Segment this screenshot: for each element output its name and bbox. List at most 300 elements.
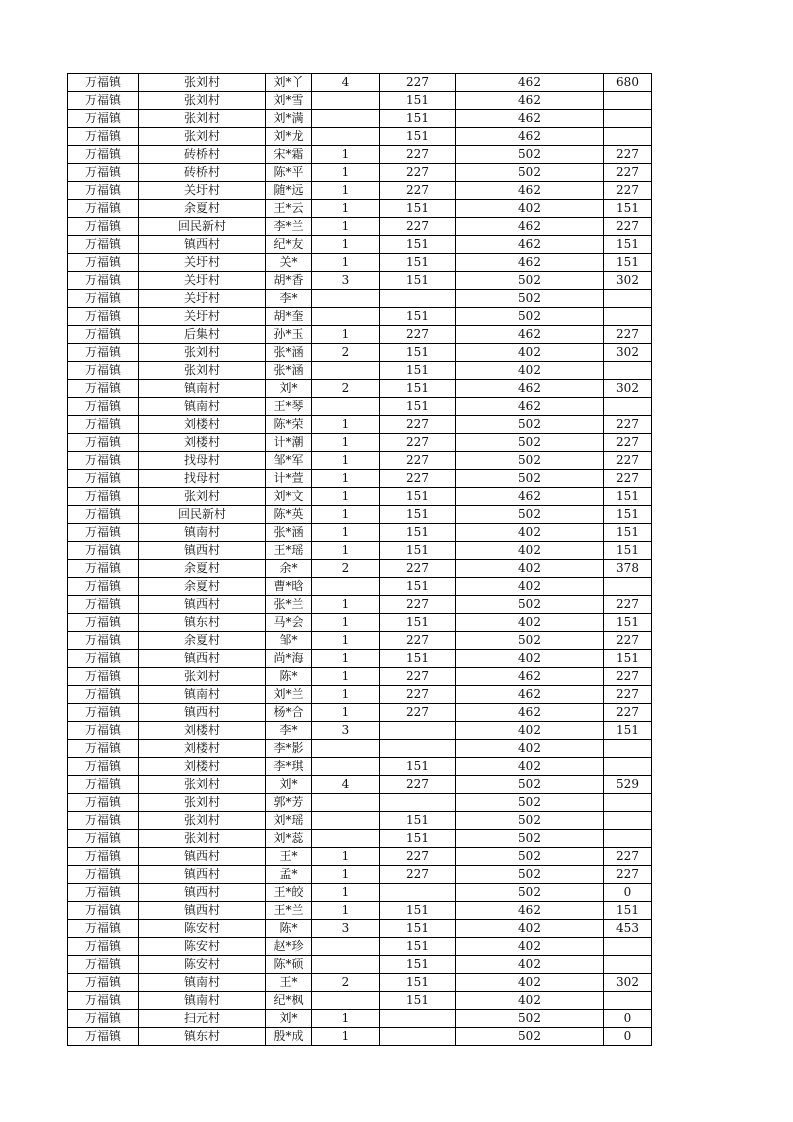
name-cell: 纪*枫	[266, 992, 312, 1010]
household-size-cell: 1	[312, 686, 380, 704]
table-row	[68, 290, 652, 308]
standard-cell: 502	[456, 830, 604, 848]
name-cell: 胡*香	[266, 272, 312, 290]
name-cell: 邹*	[266, 632, 312, 650]
village-cell: 关圩村	[139, 308, 266, 326]
household-size-cell: 1	[312, 614, 380, 632]
household-size-cell: 1	[312, 416, 380, 434]
name-cell: 张*涵	[266, 344, 312, 362]
standard-cell: 462	[456, 182, 604, 200]
town-cell: 万福镇	[68, 740, 139, 758]
table-row	[68, 200, 652, 218]
standard-cell: 402	[456, 614, 604, 632]
name-cell: 刘*龙	[266, 128, 312, 146]
household-size-cell: 1	[312, 254, 380, 272]
total-cell: 0	[604, 1028, 652, 1046]
amount-cell: 227	[380, 686, 456, 704]
name-cell: 刘*丫	[266, 74, 312, 92]
amount-cell: 151	[380, 344, 456, 362]
total-cell: 227	[604, 434, 652, 452]
town-cell: 万福镇	[68, 1028, 139, 1046]
village-cell: 镇西村	[139, 596, 266, 614]
standard-cell: 502	[456, 848, 604, 866]
standard-cell: 402	[456, 992, 604, 1010]
total-cell	[604, 740, 652, 758]
name-cell: 张*涵	[266, 362, 312, 380]
town-cell: 万福镇	[68, 920, 139, 938]
amount-cell: 227	[380, 776, 456, 794]
village-cell: 镇西村	[139, 848, 266, 866]
total-cell: 227	[604, 596, 652, 614]
town-cell: 万福镇	[68, 578, 139, 596]
name-cell: 张*涵	[266, 524, 312, 542]
town-cell: 万福镇	[68, 686, 139, 704]
town-cell: 万福镇	[68, 992, 139, 1010]
village-cell: 张刘村	[139, 488, 266, 506]
town-cell: 万福镇	[68, 398, 139, 416]
town-cell: 万福镇	[68, 110, 139, 128]
total-cell: 227	[604, 416, 652, 434]
village-cell: 刘楼村	[139, 740, 266, 758]
household-size-cell	[312, 740, 380, 758]
total-cell	[604, 938, 652, 956]
village-cell: 陈安村	[139, 920, 266, 938]
household-size-cell: 3	[312, 920, 380, 938]
amount-cell: 227	[380, 74, 456, 92]
standard-cell: 502	[456, 794, 604, 812]
name-cell: 计*潮	[266, 434, 312, 452]
village-cell: 镇南村	[139, 992, 266, 1010]
town-cell: 万福镇	[68, 362, 139, 380]
name-cell: 计*萱	[266, 470, 312, 488]
town-cell: 万福镇	[68, 92, 139, 110]
total-cell: 151	[604, 524, 652, 542]
name-cell: 王*	[266, 848, 312, 866]
village-cell: 镇南村	[139, 524, 266, 542]
total-cell: 0	[604, 884, 652, 902]
amount-cell: 227	[380, 326, 456, 344]
town-cell: 万福镇	[68, 236, 139, 254]
amount-cell: 227	[380, 866, 456, 884]
standard-cell: 502	[456, 290, 604, 308]
town-cell: 万福镇	[68, 380, 139, 398]
standard-cell: 462	[456, 218, 604, 236]
household-size-cell: 1	[312, 182, 380, 200]
total-cell: 151	[604, 722, 652, 740]
table-row	[68, 884, 652, 902]
household-size-cell: 2	[312, 560, 380, 578]
household-size-cell	[312, 398, 380, 416]
name-cell: 张*兰	[266, 596, 312, 614]
total-cell: 302	[604, 344, 652, 362]
town-cell: 万福镇	[68, 956, 139, 974]
total-cell: 0	[604, 1010, 652, 1028]
total-cell: 227	[604, 866, 652, 884]
total-cell: 151	[604, 902, 652, 920]
name-cell: 曹*晗	[266, 578, 312, 596]
household-size-cell: 4	[312, 776, 380, 794]
name-cell: 刘*	[266, 380, 312, 398]
amount-cell: 151	[380, 362, 456, 380]
village-cell: 刘楼村	[139, 758, 266, 776]
amount-cell: 151	[380, 398, 456, 416]
name-cell: 宋*霜	[266, 146, 312, 164]
village-cell: 刘楼村	[139, 434, 266, 452]
town-cell: 万福镇	[68, 776, 139, 794]
village-cell: 关圩村	[139, 272, 266, 290]
amount-cell: 227	[380, 416, 456, 434]
amount-cell: 151	[380, 236, 456, 254]
name-cell: 邹*军	[266, 452, 312, 470]
household-size-cell: 1	[312, 452, 380, 470]
amount-cell: 151	[380, 542, 456, 560]
name-cell: 李*影	[266, 740, 312, 758]
table-row	[68, 578, 652, 596]
town-cell: 万福镇	[68, 866, 139, 884]
total-cell	[604, 578, 652, 596]
household-size-cell: 1	[312, 434, 380, 452]
name-cell: 刘*兰	[266, 686, 312, 704]
standard-cell: 402	[456, 920, 604, 938]
name-cell: 尚*海	[266, 650, 312, 668]
total-cell	[604, 290, 652, 308]
name-cell: 马*会	[266, 614, 312, 632]
name-cell: 李*兰	[266, 218, 312, 236]
amount-cell: 151	[380, 92, 456, 110]
amount-cell: 151	[380, 308, 456, 326]
household-size-cell: 1	[312, 542, 380, 560]
name-cell: 余*	[266, 560, 312, 578]
table-row	[68, 992, 652, 1010]
amount-cell: 151	[380, 920, 456, 938]
name-cell: 刘*文	[266, 488, 312, 506]
standard-cell: 502	[456, 884, 604, 902]
amount-cell: 151	[380, 272, 456, 290]
total-cell: 151	[604, 488, 652, 506]
village-cell: 张刘村	[139, 668, 266, 686]
town-cell: 万福镇	[68, 344, 139, 362]
amount-cell: 151	[380, 830, 456, 848]
amount-cell: 151	[380, 524, 456, 542]
standard-cell: 402	[456, 974, 604, 992]
name-cell: 陈*荣	[266, 416, 312, 434]
name-cell: 王*	[266, 974, 312, 992]
village-cell: 扫元村	[139, 1010, 266, 1028]
data-table	[67, 73, 652, 1046]
household-size-cell	[312, 794, 380, 812]
town-cell: 万福镇	[68, 164, 139, 182]
household-size-cell: 4	[312, 74, 380, 92]
village-cell: 关圩村	[139, 290, 266, 308]
total-cell	[604, 308, 652, 326]
name-cell: 孟*	[266, 866, 312, 884]
amount-cell: 151	[380, 614, 456, 632]
standard-cell: 502	[456, 776, 604, 794]
town-cell: 万福镇	[68, 668, 139, 686]
household-size-cell: 1	[312, 200, 380, 218]
town-cell: 万福镇	[68, 884, 139, 902]
standard-cell: 502	[456, 812, 604, 830]
table-row	[68, 812, 652, 830]
name-cell: 李*	[266, 722, 312, 740]
village-cell: 镇西村	[139, 650, 266, 668]
household-size-cell: 1	[312, 668, 380, 686]
household-size-cell: 3	[312, 272, 380, 290]
standard-cell: 402	[456, 362, 604, 380]
household-size-cell	[312, 128, 380, 146]
table-row	[68, 794, 652, 812]
village-cell: 后集村	[139, 326, 266, 344]
town-cell: 万福镇	[68, 974, 139, 992]
town-cell: 万福镇	[68, 452, 139, 470]
standard-cell: 402	[456, 524, 604, 542]
name-cell: 刘*雪	[266, 92, 312, 110]
name-cell: 纪*友	[266, 236, 312, 254]
name-cell: 刘*蕊	[266, 830, 312, 848]
standard-cell: 502	[456, 470, 604, 488]
total-cell: 227	[604, 326, 652, 344]
village-cell: 回民新村	[139, 218, 266, 236]
amount-cell: 227	[380, 182, 456, 200]
total-cell: 680	[604, 74, 652, 92]
table-row	[68, 614, 652, 632]
table-row	[68, 722, 652, 740]
village-cell: 张刘村	[139, 776, 266, 794]
village-cell: 张刘村	[139, 830, 266, 848]
amount-cell: 227	[380, 434, 456, 452]
total-cell: 227	[604, 218, 652, 236]
household-size-cell: 1	[312, 866, 380, 884]
amount-cell: 227	[380, 848, 456, 866]
amount-cell: 151	[380, 938, 456, 956]
household-size-cell	[312, 578, 380, 596]
total-cell	[604, 794, 652, 812]
household-size-cell: 2	[312, 344, 380, 362]
standard-cell: 402	[456, 560, 604, 578]
total-cell: 302	[604, 380, 652, 398]
amount-cell: 227	[380, 452, 456, 470]
amount-cell: 151	[380, 956, 456, 974]
village-cell: 余夏村	[139, 560, 266, 578]
amount-cell: 151	[380, 488, 456, 506]
town-cell: 万福镇	[68, 524, 139, 542]
standard-cell: 462	[456, 686, 604, 704]
village-cell: 镇西村	[139, 884, 266, 902]
name-cell: 王*云	[266, 200, 312, 218]
town-cell: 万福镇	[68, 1010, 139, 1028]
village-cell: 刘楼村	[139, 416, 266, 434]
name-cell: 王*瑶	[266, 542, 312, 560]
table-row	[68, 740, 652, 758]
table-body	[68, 74, 652, 1046]
table-row	[68, 344, 652, 362]
table-row	[68, 416, 652, 434]
table-row	[68, 920, 652, 938]
household-size-cell: 2	[312, 974, 380, 992]
village-cell: 镇南村	[139, 686, 266, 704]
village-cell: 找母村	[139, 452, 266, 470]
town-cell: 万福镇	[68, 722, 139, 740]
village-cell: 砖桥村	[139, 146, 266, 164]
household-size-cell: 2	[312, 380, 380, 398]
total-cell: 302	[604, 974, 652, 992]
household-size-cell: 1	[312, 596, 380, 614]
village-cell: 刘楼村	[139, 722, 266, 740]
total-cell: 453	[604, 920, 652, 938]
amount-cell: 151	[380, 902, 456, 920]
total-cell	[604, 92, 652, 110]
total-cell: 227	[604, 470, 652, 488]
amount-cell	[380, 722, 456, 740]
standard-cell: 462	[456, 488, 604, 506]
name-cell: 杨*合	[266, 704, 312, 722]
amount-cell: 151	[380, 254, 456, 272]
household-size-cell: 1	[312, 1028, 380, 1046]
total-cell	[604, 362, 652, 380]
standard-cell: 462	[456, 902, 604, 920]
town-cell: 万福镇	[68, 308, 139, 326]
amount-cell: 151	[380, 650, 456, 668]
total-cell: 151	[604, 200, 652, 218]
amount-cell: 227	[380, 560, 456, 578]
village-cell: 砖桥村	[139, 164, 266, 182]
table-row	[68, 326, 652, 344]
amount-cell: 151	[380, 758, 456, 776]
household-size-cell: 1	[312, 326, 380, 344]
total-cell: 227	[604, 146, 652, 164]
total-cell: 227	[604, 668, 652, 686]
standard-cell: 502	[456, 866, 604, 884]
village-cell: 镇西村	[139, 542, 266, 560]
standard-cell: 402	[456, 758, 604, 776]
household-size-cell: 1	[312, 1010, 380, 1028]
town-cell: 万福镇	[68, 614, 139, 632]
standard-cell: 502	[456, 1028, 604, 1046]
town-cell: 万福镇	[68, 182, 139, 200]
village-cell: 镇西村	[139, 704, 266, 722]
table-row	[68, 74, 652, 92]
household-size-cell: 1	[312, 218, 380, 236]
total-cell	[604, 758, 652, 776]
household-size-cell: 1	[312, 506, 380, 524]
town-cell: 万福镇	[68, 506, 139, 524]
table-row	[68, 506, 652, 524]
name-cell: 刘*	[266, 1010, 312, 1028]
village-cell: 找母村	[139, 470, 266, 488]
total-cell: 529	[604, 776, 652, 794]
table-row	[68, 398, 652, 416]
village-cell: 回民新村	[139, 506, 266, 524]
standard-cell: 402	[456, 740, 604, 758]
total-cell: 151	[604, 254, 652, 272]
standard-cell: 402	[456, 722, 604, 740]
table-row	[68, 542, 652, 560]
village-cell: 镇东村	[139, 1028, 266, 1046]
village-cell: 张刘村	[139, 344, 266, 362]
table-row	[68, 380, 652, 398]
table-row	[68, 938, 652, 956]
standard-cell: 462	[456, 92, 604, 110]
village-cell: 镇南村	[139, 380, 266, 398]
household-size-cell: 1	[312, 164, 380, 182]
town-cell: 万福镇	[68, 470, 139, 488]
table-row	[68, 632, 652, 650]
total-cell: 378	[604, 560, 652, 578]
name-cell: 李*	[266, 290, 312, 308]
village-cell: 镇西村	[139, 236, 266, 254]
standard-cell: 462	[456, 254, 604, 272]
standard-cell: 402	[456, 938, 604, 956]
amount-cell: 227	[380, 668, 456, 686]
village-cell: 镇南村	[139, 398, 266, 416]
total-cell: 227	[604, 164, 652, 182]
name-cell: 胡*奎	[266, 308, 312, 326]
village-cell: 陈安村	[139, 938, 266, 956]
amount-cell	[380, 794, 456, 812]
table-row	[68, 272, 652, 290]
table-row	[68, 164, 652, 182]
household-size-cell: 1	[312, 470, 380, 488]
standard-cell: 402	[456, 578, 604, 596]
table-row	[68, 560, 652, 578]
amount-cell: 227	[380, 218, 456, 236]
total-cell	[604, 956, 652, 974]
amount-cell: 151	[380, 578, 456, 596]
total-cell: 227	[604, 452, 652, 470]
name-cell: 陈*平	[266, 164, 312, 182]
household-size-cell	[312, 290, 380, 308]
household-size-cell	[312, 758, 380, 776]
table-row	[68, 956, 652, 974]
town-cell: 万福镇	[68, 542, 139, 560]
village-cell: 镇西村	[139, 866, 266, 884]
village-cell: 张刘村	[139, 110, 266, 128]
table-row	[68, 830, 652, 848]
name-cell: 李*琪	[266, 758, 312, 776]
name-cell: 随*远	[266, 182, 312, 200]
town-cell: 万福镇	[68, 848, 139, 866]
household-size-cell: 1	[312, 884, 380, 902]
standard-cell: 502	[456, 416, 604, 434]
total-cell: 151	[604, 650, 652, 668]
table-row	[68, 146, 652, 164]
amount-cell: 227	[380, 596, 456, 614]
total-cell	[604, 992, 652, 1010]
name-cell: 殷*成	[266, 1028, 312, 1046]
town-cell: 万福镇	[68, 758, 139, 776]
town-cell: 万福镇	[68, 416, 139, 434]
town-cell: 万福镇	[68, 290, 139, 308]
total-cell: 151	[604, 506, 652, 524]
table-row	[68, 488, 652, 506]
household-size-cell: 1	[312, 236, 380, 254]
amount-cell	[380, 290, 456, 308]
village-cell: 关圩村	[139, 254, 266, 272]
table-row	[68, 1028, 652, 1046]
village-cell: 陈安村	[139, 956, 266, 974]
household-size-cell: 1	[312, 488, 380, 506]
table-row	[68, 452, 652, 470]
amount-cell	[380, 1028, 456, 1046]
household-size-cell: 1	[312, 632, 380, 650]
standard-cell: 462	[456, 128, 604, 146]
household-size-cell: 1	[312, 704, 380, 722]
amount-cell: 227	[380, 470, 456, 488]
household-size-cell	[312, 92, 380, 110]
village-cell: 余夏村	[139, 200, 266, 218]
standard-cell: 502	[456, 506, 604, 524]
table-row	[68, 92, 652, 110]
